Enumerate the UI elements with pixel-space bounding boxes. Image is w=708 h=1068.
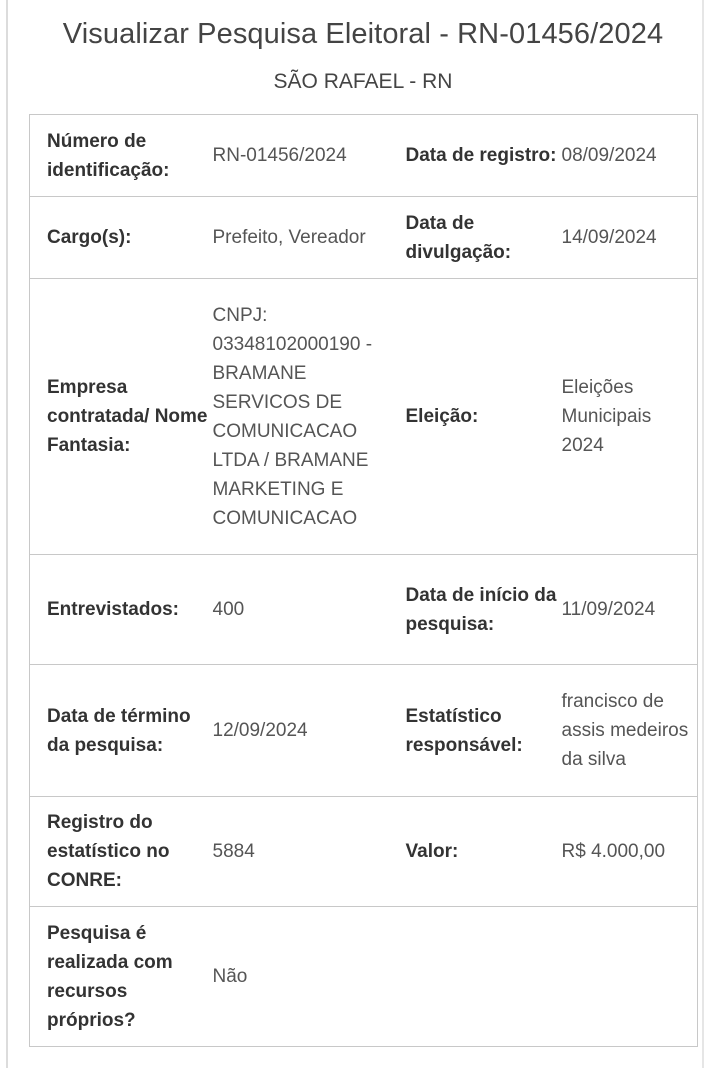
row-label: Cargo(s): <box>30 197 213 279</box>
page-title: Visualizar Pesquisa Eleitoral - RN-01456/2024 <box>62 18 664 50</box>
left-edge-divider <box>6 0 8 1068</box>
row-label: Data de início da pesquisa: <box>406 555 562 665</box>
row-label: Eleição: <box>406 279 562 555</box>
row-value: Eleições Municipais 2024 <box>562 279 698 555</box>
row-value: 11/09/2024 <box>562 555 698 665</box>
table-row <box>30 907 698 1047</box>
row-value: 08/09/2024 <box>562 115 698 197</box>
table-row <box>30 197 698 279</box>
page-subtitle: SÃO RAFAEL - RN <box>273 70 453 93</box>
row-value: CNPJ: 03348102000190 - BRAMANE SERVICOS DE COMUNICACAO LTDA / BRAMANE MARKETING E COMUNICACAO <box>213 279 406 555</box>
row-value: 400 <box>213 555 406 665</box>
row-label: Empresa contratada/ Nome Fantasia: <box>30 279 213 555</box>
row-value: 12/09/2024 <box>213 665 406 797</box>
row-label: Número de identificação: <box>30 115 213 197</box>
row-label: Entrevistados: <box>30 555 213 665</box>
row-label: Pesquisa é realizada com recursos próprios? <box>30 907 213 1047</box>
table-row <box>30 555 698 665</box>
row-label: Data de término da pesquisa: <box>30 665 213 797</box>
table-row <box>30 115 698 197</box>
table-row <box>30 665 698 797</box>
row-label: Registro do estatístico no CONRE: <box>30 797 213 907</box>
row-label <box>406 907 562 1047</box>
survey-details-table <box>29 114 698 1047</box>
table-row <box>30 797 698 907</box>
row-value <box>562 907 698 1047</box>
row-value: Não <box>213 907 406 1047</box>
row-label: Estatístico responsável: <box>406 665 562 797</box>
row-value: RN-01456/2024 <box>213 115 406 197</box>
row-value: 5884 <box>213 797 406 907</box>
table-row <box>30 279 698 555</box>
row-label: Valor: <box>406 797 562 907</box>
row-label: Data de registro: <box>406 115 562 197</box>
row-value: Prefeito, Vereador <box>213 197 406 279</box>
row-value: 14/09/2024 <box>562 197 698 279</box>
row-value: R$ 4.000,00 <box>562 797 698 907</box>
right-edge-divider <box>702 0 704 1068</box>
row-label: Data de divulgação: <box>406 197 562 279</box>
row-value: francisco de assis medeiros da silva <box>562 665 698 797</box>
